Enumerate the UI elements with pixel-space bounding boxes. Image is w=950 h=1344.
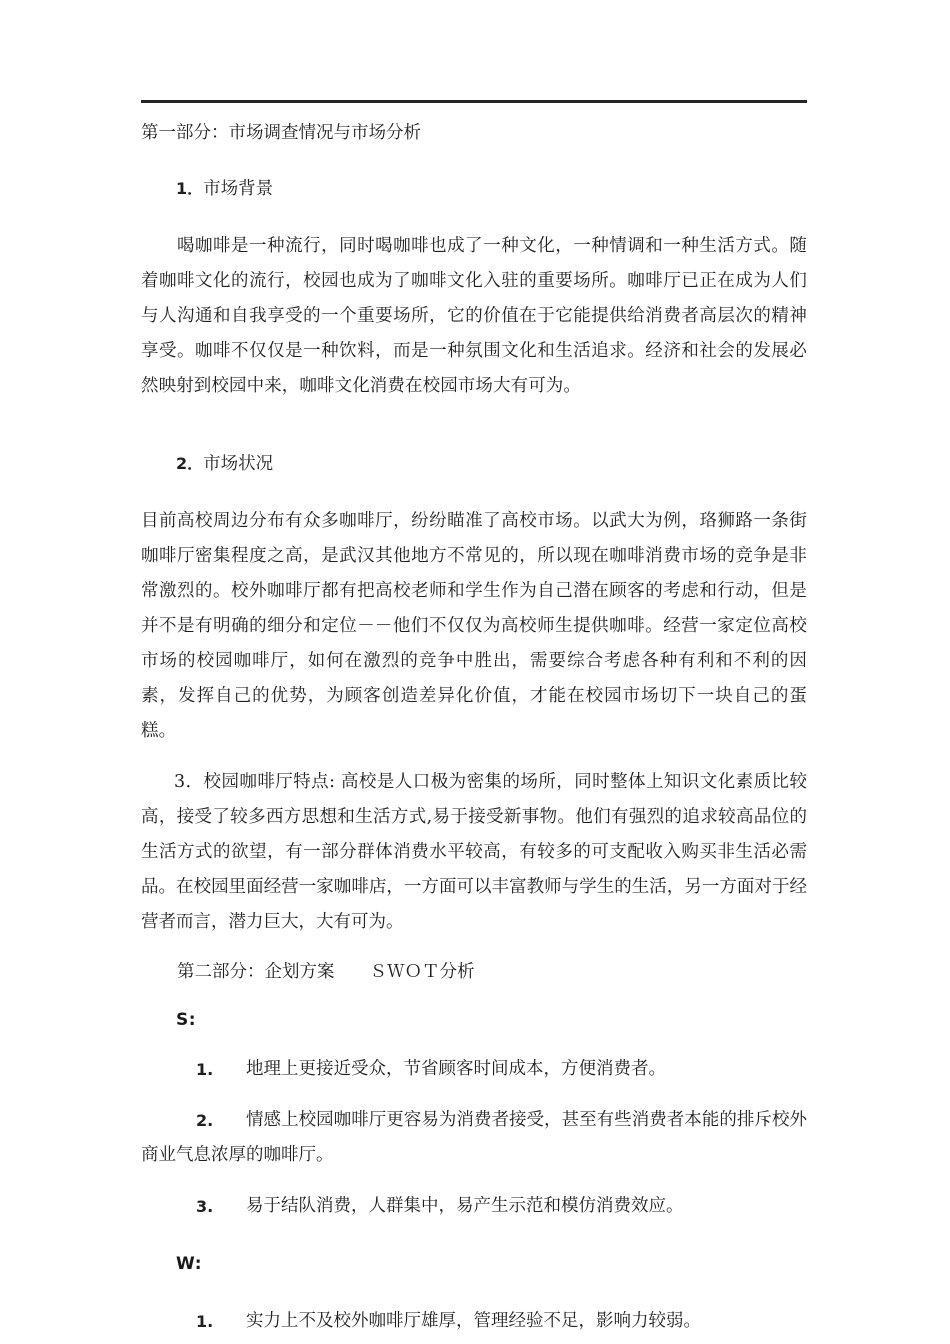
section-heading-market-background xyxy=(141,173,807,205)
list-item xyxy=(141,1304,807,1339)
list-item-marker: 1. xyxy=(196,1312,214,1331)
list-item xyxy=(141,1189,807,1224)
spacer xyxy=(141,149,807,173)
list-item xyxy=(141,1052,807,1087)
list-item-marker: 1. xyxy=(196,1060,214,1079)
spacer xyxy=(141,940,807,956)
spacer xyxy=(141,988,807,1004)
section-number: 2． xyxy=(176,454,204,473)
swot-strengths-label: S: xyxy=(176,1010,197,1030)
spacer xyxy=(141,480,807,504)
spacer xyxy=(141,1224,807,1248)
spacer xyxy=(141,1036,807,1052)
list-item-marker: 2. xyxy=(196,1111,214,1130)
section-body-text: 校园咖啡厅特点: 高校是人口极为密集的场所，同时整体上知识文化素质比较高，接受了较多西方思想和生活方式,易于接受新事物。他们有强烈的追求较高品位的生活方式的欲望，有一部分群体消费水平较高，有较多的可支配收入购买非生活必需品。在校园里面经营一家咖啡店，一方面可以丰富教师与学生的生活，另一方面对于经营者而言，潜力巨大，大有可为。 xyxy=(141,772,807,932)
spacer xyxy=(141,749,807,765)
section-heading-label: 市场状况 xyxy=(203,454,274,474)
spacer xyxy=(141,1087,807,1103)
part-one-title: 第一部分：市场调查情况与市场分析 xyxy=(141,123,421,143)
swot-weaknesses-label: W: xyxy=(176,1254,203,1274)
spacer xyxy=(141,1173,807,1189)
header-divider-rule xyxy=(141,100,807,103)
list-item-text: 实力上不及校外咖啡厅雄厚，管理经验不足，影响力较弱。 xyxy=(246,1311,701,1331)
list-item-text: 易于结队消费，人群集中，易产生示范和模仿消费效应。 xyxy=(246,1196,684,1216)
list-item xyxy=(141,1103,807,1173)
document-content xyxy=(141,100,807,1339)
paragraph-market-status: 目前高校周边分布有众多咖啡厅，纷纷瞄准了高校市场。以武大为例，珞狮路一条街咖啡厅密集程度之高，是武汉其他地方不常见的，所以现在咖啡消费市场的竞争是非常激烈的。校外咖啡厅都有把高校老师和学生作为自己潜在顾客的考虑和行动，但是并不是有明确的细分和定位－－他们不仅仅为高校师生提供咖啡。经营一家定位高校市场的校园咖啡厅，如何在激烈的竞争中胜出，需要综合考虑各种有利和不利的因素，发挥自己的优势，为顾客创造差异化价值，才能在校园市场切下一块自己的蛋糕。 xyxy=(141,511,807,741)
part-two-title: 第二部分：企划方案 ＳＷＯＴ分析 xyxy=(177,962,475,982)
section-number: 1． xyxy=(176,179,204,198)
paragraph-campus-cafe-features xyxy=(141,765,807,940)
spacer xyxy=(141,205,807,229)
list-item-text: 情感上校园咖啡厅更容易为消费者接受，甚至有些消费者本能的排斥校外商业气息浓厚的咖啡厅。 xyxy=(141,1110,807,1165)
section-heading-market-status xyxy=(141,448,807,480)
spacer xyxy=(141,404,807,448)
paragraph-market-background: 喝咖啡是一种流行，同时喝咖啡也成了一种文化，一种情调和一种生活方式。随着咖啡文化的流行，校园也成为了咖啡文化入驻的重要场所。咖啡厅已正在成为人们与人沟通和自我享受的一个重要场所，它的价值在于它能提供给消费者高层次的精神享受。咖啡不仅仅是一种饮料，而是一种氛围文化和生活追求。经济和社会的发展必然映射到校园中来，咖啡文化消费在校园市场大有可为。 xyxy=(141,236,807,396)
list-item-marker: 3. xyxy=(196,1197,214,1216)
section-number: 3． xyxy=(174,772,204,792)
section-heading-label: 市场背景 xyxy=(203,179,274,199)
spacer xyxy=(141,1280,807,1304)
list-item-text: 地理上更接近受众，节省顾客时间成本，方便消费者。 xyxy=(246,1059,666,1079)
